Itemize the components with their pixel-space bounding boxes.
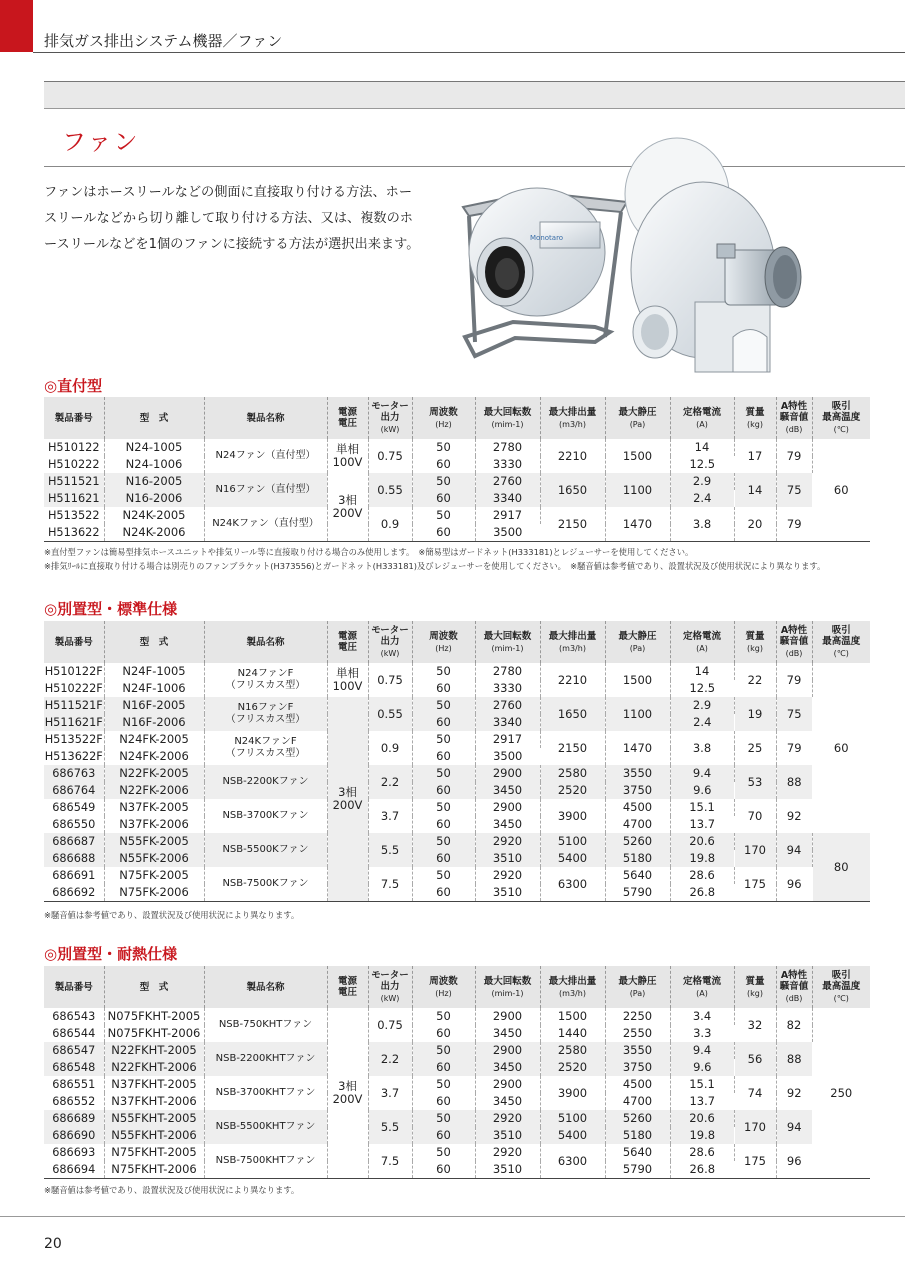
col-temp: 吸引 最高温度 (℃) [812,397,870,439]
table-row: H510222 N24-1006 60 3330 12.5 [44,456,870,473]
notes-direct: ※直付型ファンは簡易型排気ホースユニットや排気リール等に直接取り付ける場合のみ使用します。 ※簡易型はガードネット(H333181)とレジューサーを使用してください。 ※排気ﾘｰﾙに直接取り付ける場合は別売りのファンブラケット(H373556)とガードネット(H333181)及びレジューサーを使用してください。 ※騒音値は参考値であり、設置状況及び使用状況により異なります。 [44,547,826,571]
table-row: 686690 N55FKHT-2006 60 3510 5400 5180 19.8 [44,1127,870,1144]
header-accent-bar [0,0,33,52]
col-mass: 質量 (kg) [734,397,776,439]
table-row: 686763 N22FK-2005 NSB-2200Kファン 2.2 50 2900 2580 3550 9.4 53 88 [44,765,870,782]
table-row: 686551 N37FKHT-2005 NSB-3700KHTファン 3.7 50 2900 3900 4500 15.1 74 92 [44,1076,870,1093]
title-band [44,81,905,109]
table-row: 686543 N075FKHT-2005 NSB-750KHTファン 3相200V 0.75 50 2900 1500 2250 3.4 32 82 250 [44,1008,870,1025]
col-current: 定格電流 (A) [670,397,734,439]
col-voltage: 電源 電圧 [327,397,368,439]
table-row: 686694 N75FKHT-2006 60 3510 5790 26.8 [44,1161,870,1179]
table-row: H510122 N24-1005 N24ファン（直付型） 単相100V 0.75 50 2780 2210 1500 14 17 79 60 [44,439,870,456]
table-row: 686550 N37FK-2006 60 3450 4700 13.7 [44,816,870,833]
table-row: H511621F N16F-2006 60 3340 2.4 [44,714,870,731]
standard-fan [625,138,801,372]
spec-table-direct [44,397,870,542]
col-rpm: 最大回転数 (mim-1) [475,397,540,439]
table-row: 686693 N75FKHT-2005 NSB-7500KHTファン 7.5 50 2920 6300 5640 28.6 175 96 [44,1144,870,1161]
table-row: 686692 N75FK-2006 60 3510 5790 26.8 [44,884,870,902]
table-row: H513522 N24K-2005 N24Kファン（直付型） 0.9 50 2917 2150 1470 3.8 20 79 [44,507,870,524]
table-row: 686547 N22FKHT-2005 NSB-2200KHTファン 2.2 50 2900 2580 3550 9.4 56 88 [44,1042,870,1059]
table-row: 686548 N22FKHT-2006 60 3450 2520 3750 9.6 [44,1059,870,1076]
notes-heat: ※騒音値は参考値であり、設置状況及び使用状況により異なります。 [44,1185,300,1195]
col-flow: 最大排出量 (m3/h) [540,397,605,439]
col-name: 製品名称 [204,397,327,439]
notes-standard: ※騒音値は参考値であり、設置状況及び使用状況により異なります。 [44,910,300,920]
page-number: 20 [44,1236,62,1252]
table-row: H511521F N16F-2005 N16ファンF （フリスカス型） 3相200V 0.55 50 2760 1650 1100 2.9 19 75 [44,697,870,714]
table-row: H513622F N24FK-2006 60 3500 [44,749,523,763]
col-part-no: 製品番号 [44,397,104,439]
table-row: H511621 N16-2006 60 3340 2.4 [44,490,870,507]
spec-table-standard: 製品番号 型 式 製品名称 電源 電圧 モーター 出力 (kW) 周波数 (Hz) 最大回転数 (mim-1) 最大排出量 (m3/h) 最大静圧 (Pa) 定格電流 (A) 質量 (kg) A特性 騒音値 (dB) 吸引 最高温度 (℃) H510122F N24F-1005 N24ファンF （フリスカス型） 単相100V 0.75 50 2780 2210 1500 14 22 79 60 H510222F N24F-1006 60 3330 12.5 H511521F N16F-2005 N16ファンF （フリスカス型） 3相200V 0.55 50 2760 1650 1100 2.9 19 75 H511621F N16F-2006 60 3340 2.4 H513522F N24FK-2005 N24KファンF （フリスカス型） 0.9 50 2917 2150 1470 3.8 25 79 H513622F N24FK-2006 60 3500 686763 N22FK-2005 NSB-2200Kファン 2.2 50 2900 2580 3550 9.4 53 88 686764 N22FK-2006 60 3450 2520 3750 9.6 686549 N37FK-2005 NSB-3700Kファン 3.7 50 2900 3900 4500 15.1 70 92 686550 N37FK-2006 60 3450 4700 13.7 686687 N55FK-2005 NSB-5500Kファン 5.5 50 2920 5100 5260 20.6 170 94 80 686688 N55FK-2006 60 3510 5400 5180 19.8 686691 N75FK-2005 NSB-7500Kファン 7.5 50 2920 6300 5640 28.6 175 96 686692 N75FK-2006 60 3510 5790 26.8 [44,621,870,902]
col-pressure: 最大静圧 (Pa) [605,397,670,439]
table-row: H513522F N24FK-2005 N24KファンF （フリスカス型） 0.9 50 2917 2150 1470 3.8 25 79 [44,731,870,748]
table-row: 686549 N37FK-2005 NSB-3700Kファン 3.7 50 2900 3900 4500 15.1 70 92 [44,799,870,816]
page-title: ファン [62,128,140,156]
section-title-standard: ◎別置型・標準仕様 [44,600,178,618]
table-row: 686688 N55FK-2006 60 3510 5400 5180 19.8 [44,850,870,867]
table-row: 686764 N22FK-2006 60 3450 2520 3750 9.6 [44,782,870,799]
frame-fan [463,188,627,356]
table-row: H510122F N24F-1005 N24ファンF （フリスカス型） 単相100V 0.75 50 2780 2210 1500 14 22 79 60 [44,663,870,680]
section-title-heat: ◎別置型・耐熱仕様 [44,945,178,963]
table-row: 686687 N55FK-2005 NSB-5500Kファン 5.5 50 2920 5100 5260 20.6 170 94 80 [44,833,870,850]
section-title-direct: ◎直付型 [44,377,103,395]
col-noise: A特性 騒音値 (dB) [776,397,812,439]
header-category: 排気ガス排出システム機器／ファン [44,32,283,50]
table-row: H511521 N16-2005 N16ファン（直付型） 3相200V 0.55 50 2760 1650 1100 2.9 14 75 [44,473,870,490]
footer-divider [0,1216,905,1217]
fan-product-photo [445,132,810,392]
col-freq: 周波数 (Hz) [412,397,475,439]
col-motor: モーター 出力 (kW) [368,397,412,439]
table-row: 686552 N37FKHT-2006 60 3450 4700 13.7 [44,1093,870,1110]
spec-table-heat: 製品番号 型 式 製品名称 電源 電圧 モーター 出力 (kW) 周波数 (Hz) 最大回転数 (mim-1) 最大排出量 (m3/h) 最大静圧 (Pa) 定格電流 (A) 質量 (kg) A特性 騒音値 (dB) 吸引 最高温度 (℃) 686543 N075FKHT-2005 NSB-750KHTファン 3相200V 0.75 50 2900 1500 2250 3.4 32 82 250 686544 N075FKHT-2006 60 3450 1440 2550 3.3 686547 N22FKHT-2005 NSB-2200KHTファン 2.2 50 2900 2580 3550 9.4 56 88 686548 N22FKHT-2006 60 3450 2520 3750 9.6 686551 N37FKHT-2005 NSB-3700KHTファン 3.7 50 2900 3900 4500 15.1 74 92 686552 N37FKHT-2006 60 3450 4700 13.7 686689 N55FKHT-2005 NSB-5500KHTファン 5.5 50 2920 5100 5260 20.6 170 94 686690 N55FKHT-2006 60 3510 5400 5180 19.8 686693 N75FKHT-2005 NSB-7500KHTファン 7.5 50 2920 6300 5640 28.6 175 96 686694 N75FKHT-2006 60 3510 5790 26.8 [44,966,870,1179]
table-row: 686691 N75FK-2005 NSB-7500Kファン 7.5 50 2920 6300 5640 28.6 175 96 [44,867,870,884]
table-row: H513622 N24K-2006 60 3500 [44,524,870,542]
intro-text: ファンはホースリールなどの側面に直接取り付ける方法、ホースリールなどから切り離して取り付ける方法、又は、複数のホースリールなどを1個のファンに接続する方法が選択出来ます。 [44,185,420,252]
col-model: 型 式 [104,397,204,439]
table-row: 686689 N55FKHT-2005 NSB-5500KHTファン 5.5 50 2920 5100 5260 20.6 170 94 [44,1110,870,1127]
table-row: 686544 N075FKHT-2006 60 3450 1440 2550 3.3 [44,1025,870,1042]
table-row: H510222F N24F-1006 60 3330 12.5 [44,681,716,695]
svg-text:Monotaro: Monotaro [530,234,564,242]
header-divider [33,52,905,53]
